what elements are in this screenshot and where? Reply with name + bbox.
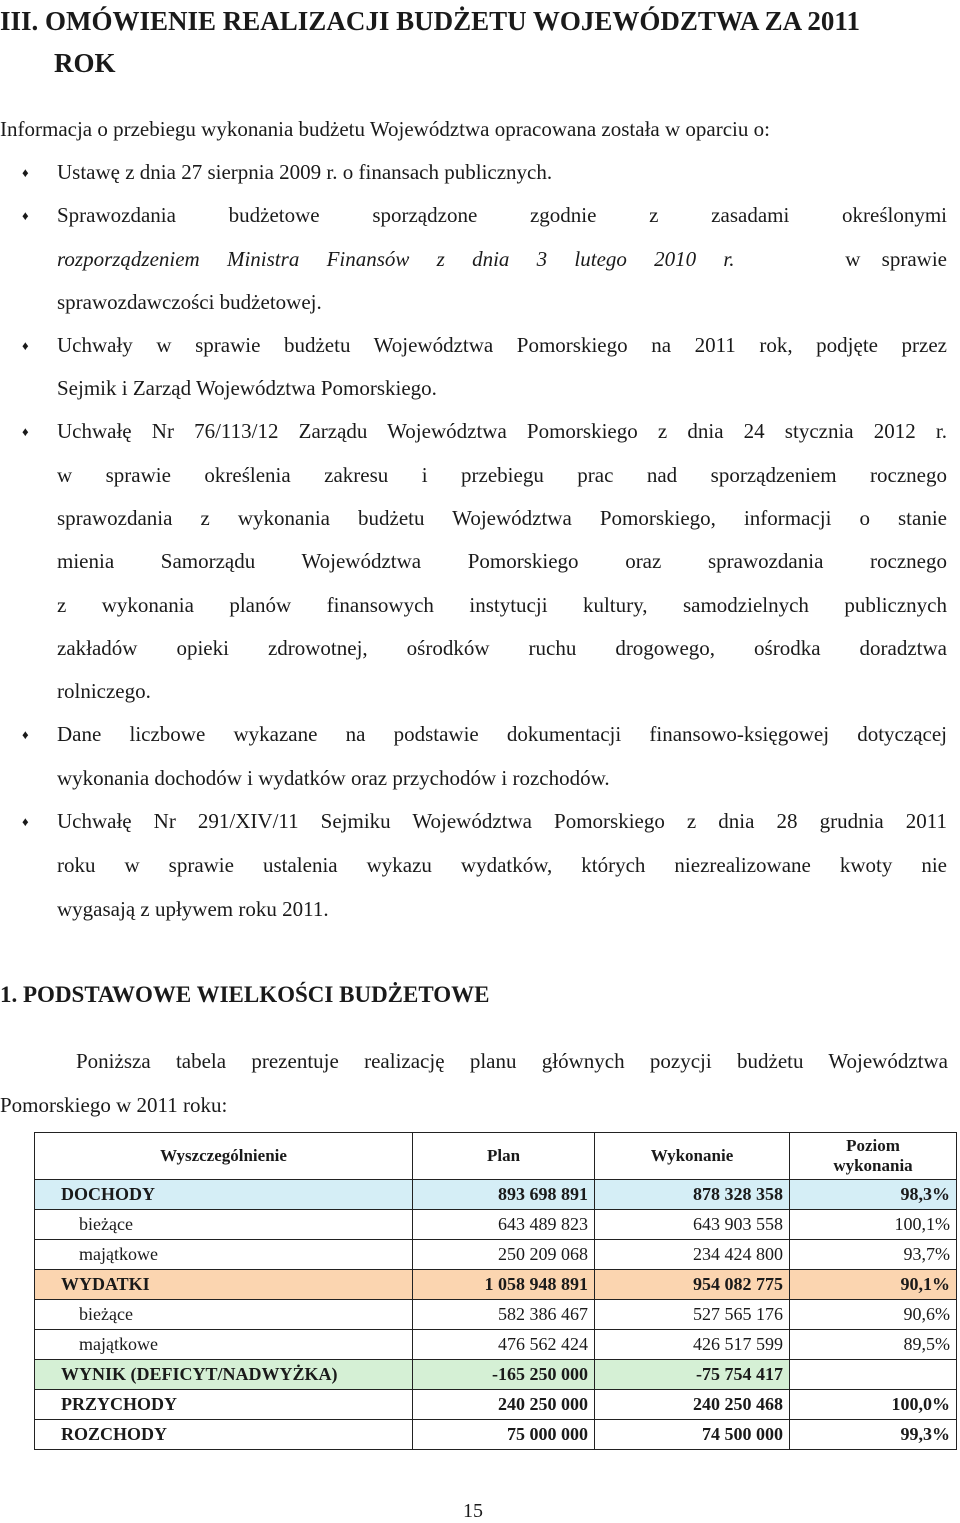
bullet-4-line4: mienia Samorządu Województwa Pomorskiego oraz sprawozdania rocznego — [57, 549, 947, 573]
intro-text: Informacja o przebiegu wykonania budżetu Województwa opracowana została w oparciu o: — [0, 117, 770, 141]
chapter-title — [0, 0, 860, 84]
row-exec: 527 565 176 — [595, 1300, 790, 1330]
row-plan: 582 386 467 — [413, 1300, 595, 1330]
row-pct: 93,7% — [790, 1240, 957, 1270]
col-header-level-line1: Poziom — [846, 1136, 900, 1155]
bullet-icon: ♦ — [22, 814, 29, 829]
table-row — [35, 1240, 957, 1270]
row-name: majątkowe — [35, 1240, 413, 1270]
table-row — [35, 1270, 957, 1300]
row-pct: 90,1% — [790, 1270, 957, 1300]
row-name: WYNIK (DEFICYT/NADWYŻKA) — [35, 1360, 413, 1390]
bullet-2-line2 — [57, 247, 947, 271]
row-pct: 100,1% — [790, 1210, 957, 1240]
row-exec: 240 250 468 — [595, 1390, 790, 1420]
bullet-4-line5: z wykonania planów finansowych instytucji kultury, samodzielnych publicznych — [57, 593, 947, 617]
table-row — [35, 1210, 957, 1240]
row-plan: 643 489 823 — [413, 1210, 595, 1240]
chapter-title-line1: III. OMÓWIENIE REALIZACJI BUDŻETU WOJEWÓDZTWA ZA 2011 — [0, 6, 860, 36]
bullet-3-line1: Uchwały w sprawie budżetu Województwa Pomorskiego na 2011 rok, podjęte przez — [57, 333, 947, 357]
bullet-5-line2: wykonania dochodów i wydatków oraz przychodów i rozchodów. — [57, 766, 610, 790]
row-exec: 426 517 599 — [595, 1330, 790, 1360]
bullet-4-line6: zakładów opieki zdrowotnej, ośrodków ruchu drogowego, ośrodka doradztwa — [57, 636, 947, 660]
row-plan: 893 698 891 — [413, 1180, 595, 1210]
section-para-line1: Poniższa tabela prezentuje realizację planu głównych pozycji budżetu Województwa — [76, 1049, 948, 1073]
row-name: PRZYCHODY — [35, 1390, 413, 1420]
bullet-2-line2-rest: w sprawie — [845, 247, 947, 271]
col-header-plan: Plan — [413, 1133, 595, 1180]
table-row — [35, 1180, 957, 1210]
row-exec: 954 082 775 — [595, 1270, 790, 1300]
row-pct: 99,3% — [790, 1420, 957, 1450]
table-row — [35, 1420, 957, 1450]
row-pct: 98,3% — [790, 1180, 957, 1210]
bullet-1-text: Ustawę z dnia 27 sierpnia 2009 r. o finansach publicznych. — [57, 160, 553, 184]
bullet-icon: ♦ — [22, 727, 29, 742]
bullet-4-line7: rolniczego. — [57, 679, 151, 703]
row-name: bieżące — [35, 1300, 413, 1330]
bullet-3-line2: Sejmik i Zarząd Województwa Pomorskiego. — [57, 376, 437, 400]
col-header-exec: Wykonanie — [595, 1133, 790, 1180]
row-name: WYDATKI — [35, 1270, 413, 1300]
bullet-2-line2-italic: rozporządzeniem Ministra Finansów z dnia 3 lutego 2010 r. — [57, 247, 735, 271]
bullet-6-line1: Uchwałę Nr 291/XIV/11 Sejmiku Województwa Pomorskiego z dnia 28 grudnia 2011 — [57, 809, 947, 833]
row-pct: 90,6% — [790, 1300, 957, 1330]
bullet-icon: ♦ — [22, 208, 29, 223]
chapter-title-line2: ROK — [54, 48, 116, 78]
row-plan: 476 562 424 — [413, 1330, 595, 1360]
bullet-6-line3: wygasają z upływem roku 2011. — [57, 897, 329, 921]
row-plan: 1 058 948 891 — [413, 1270, 595, 1300]
row-plan: 75 000 000 — [413, 1420, 595, 1450]
row-pct — [790, 1360, 957, 1390]
row-exec: 643 903 558 — [595, 1210, 790, 1240]
bullet-4-line3: sprawozdania z wykonania budżetu Województwa Pomorskiego, informacji o stanie — [57, 506, 947, 530]
table-row — [35, 1360, 957, 1390]
row-name: majątkowe — [35, 1330, 413, 1360]
col-header-level — [790, 1133, 957, 1180]
row-plan: 250 209 068 — [413, 1240, 595, 1270]
bullet-6-line2: roku w sprawie ustalenia wykazu wydatków, których niezrealizowane kwoty nie — [57, 853, 947, 877]
row-plan: -165 250 000 — [413, 1360, 595, 1390]
row-exec: 74 500 000 — [595, 1420, 790, 1450]
row-pct: 89,5% — [790, 1330, 957, 1360]
bullet-4-line1: Uchwałę Nr 76/113/12 Zarządu Województwa Pomorskiego z dnia 24 stycznia 2012 r. — [57, 419, 947, 443]
bullet-4-line2: w sprawie określenia zakresu i przebiegu prac nad sporządzeniem rocznego — [57, 463, 947, 487]
row-exec: 878 328 358 — [595, 1180, 790, 1210]
page-number: 15 — [463, 1500, 483, 1522]
section-title: 1. PODSTAWOWE WIELKOŚCI BUDŻETOWE — [0, 982, 490, 1007]
row-pct: 100,0% — [790, 1390, 957, 1420]
row-name: ROZCHODY — [35, 1420, 413, 1450]
row-name: DOCHODY — [35, 1180, 413, 1210]
col-header-level-line2: wykonania — [833, 1156, 913, 1175]
table-row — [35, 1300, 957, 1330]
budget-table — [34, 1132, 957, 1450]
bullet-2-line3: sprawozdawczości budżetowej. — [57, 290, 322, 314]
bullet-icon: ♦ — [22, 338, 29, 353]
row-plan: 240 250 000 — [413, 1390, 595, 1420]
row-exec: 234 424 800 — [595, 1240, 790, 1270]
bullet-5-line1: Dane liczbowe wykazane na podstawie dokumentacji finansowo-księgowej dotyczącej — [57, 722, 947, 746]
bullet-icon: ♦ — [22, 424, 29, 439]
col-header-name: Wyszczególnienie — [35, 1133, 413, 1180]
table-row — [35, 1330, 957, 1360]
table-row — [35, 1390, 957, 1420]
section-para-line2: Pomorskiego w 2011 roku: — [0, 1093, 228, 1117]
bullet-icon: ♦ — [22, 165, 29, 180]
row-name: bieżące — [35, 1210, 413, 1240]
bullet-2-line1: Sprawozdania budżetowe sporządzone zgodnie z zasadami określonymi — [57, 203, 947, 227]
table-header-row — [35, 1133, 957, 1180]
row-exec: -75 754 417 — [595, 1360, 790, 1390]
